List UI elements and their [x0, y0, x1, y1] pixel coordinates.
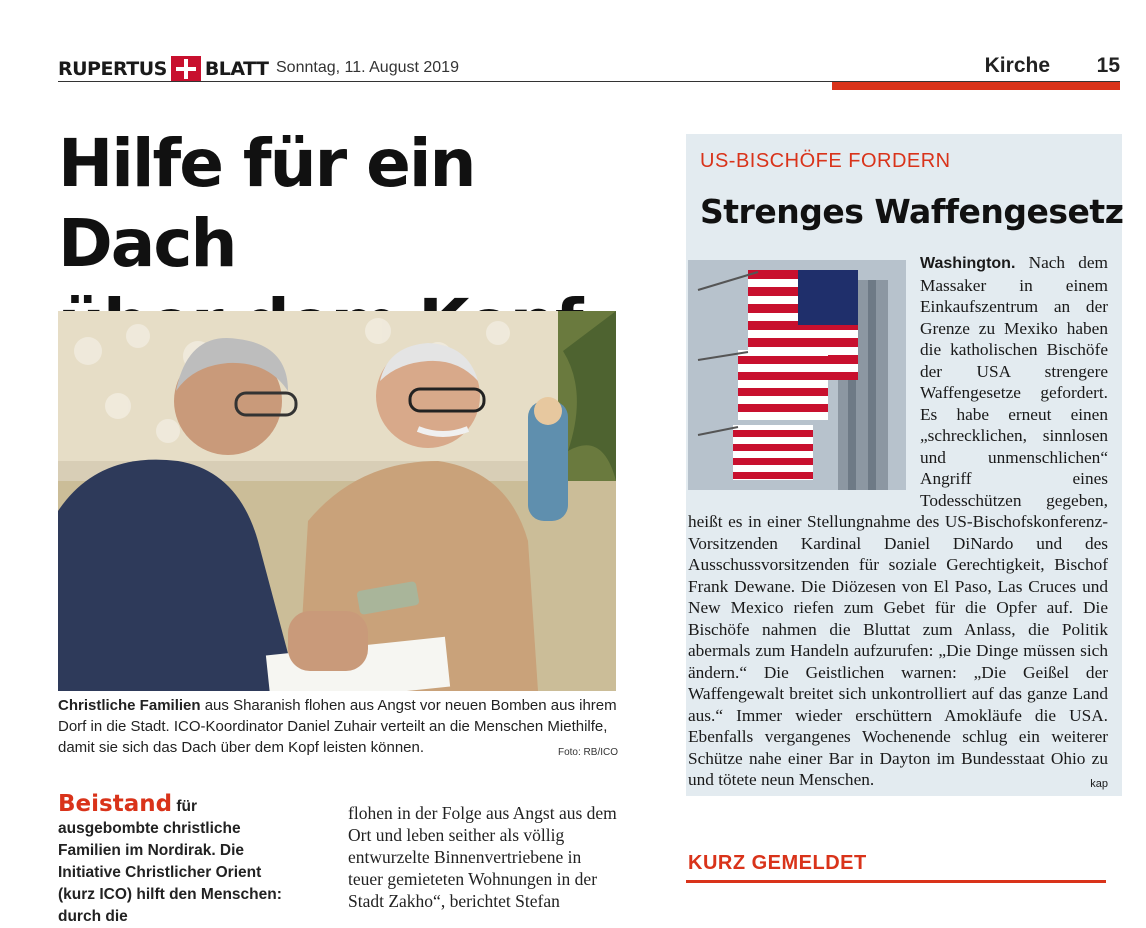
lead-word: Beistand — [58, 791, 173, 817]
kurz-gemeldet-rule — [686, 880, 1106, 883]
sidebar-body — [688, 252, 1108, 796]
headline-line-1: Hilfe für ein Dach — [58, 125, 475, 282]
section-name: Kirche — [984, 54, 1050, 77]
newspaper-logo — [58, 56, 269, 82]
article-lead-column — [58, 793, 288, 928]
page-number: 15 — [1096, 54, 1120, 77]
caption-lead: Christliche Familien — [58, 697, 201, 714]
photo-credit: Foto: RB/ICO — [557, 747, 618, 758]
photo-two-men-illustration — [58, 311, 616, 691]
lead-text: für ausgebombte christliche Familien im Nordirak. Die Initiative Christlicher Orient (kurz ICO) hilft den Menschen: durch die — [58, 798, 282, 925]
section-accent-bar — [832, 82, 1120, 90]
sidebar-body-text: Nach dem Massaker in einem Einkaufszentrum an der Grenze zu Mexiko haben die katholischen Bischöfe der USA strengere Waffengesetze gefordert. Es habe erneut einen „schrecklichen, sinnlosen und unmenschlichen“ Angriff eines Todesschützen gegeben, heißt es in einer Stellungnahme des US-Bischofskonferenz-Vorsitzenden Kardinal Daniel DiNardo und des Ausschussvorsitzenden für soziale Gerechtigkeit, Bischof Frank Dewane. Die Diözesen von El Paso, Las Cruces und New Mexico riefen zum Gebet für die Opfer auf. Die Bischöfe nahmen die Bluttat zum Anlass, die Politik abermals zum Handeln aufzurufen: „Die Dinge müssen sich ändern.“ Die Geistlichen warnen: „Die Geißel der Waffengewalt breitet sich unkontrolliert auf das ganze Land aus.“ Immer wieder erschüttern Amokläufe die USA. Ebenfalls vergangenes Wochenende schlug ein weiterer Schütze nahe einer Bar in Dayton im Bundesstaat Ohio zu und tötete neun Menschen. — [688, 253, 1108, 789]
sidebar-kicker: US-BISCHÖFE FORDERN — [700, 150, 951, 172]
article-body-column: flohen in der Folge aus Angst aus dem Ort und leben seither als völlig entwurzelte Binnenvertriebene in teuer gemieteten Wohnungen in der Stadt Zakho“, berichtet Stefan — [348, 803, 617, 911]
agency-signature: kap — [1090, 778, 1108, 790]
issue-date: Sonntag, 11. August 2019 — [276, 59, 459, 76]
caption-text: aus Sharanish flohen aus Angst vor neuen Bomben aus ihrem Dorf in die Stadt. ICO-Koordinator Daniel Zuhair verteilt an die Menschen Miethilfe, damit sie sich das Dach über dem Kopf leisten können. — [58, 697, 617, 756]
article-photo — [58, 311, 616, 691]
sidebar-dateline: Washington. — [920, 255, 1016, 272]
logo-text-right: BLATT — [204, 58, 269, 80]
sidebar-title: Strenges Waffengesetz — [700, 192, 1124, 231]
masthead — [58, 54, 1120, 82]
sidebar-box — [686, 134, 1122, 796]
logo-text-left: RUPERTUS — [58, 58, 167, 80]
kurz-gemeldet-heading: KURZ GEMELDET — [688, 852, 867, 874]
cross-logo-icon — [171, 56, 201, 82]
photo-caption — [58, 695, 618, 763]
